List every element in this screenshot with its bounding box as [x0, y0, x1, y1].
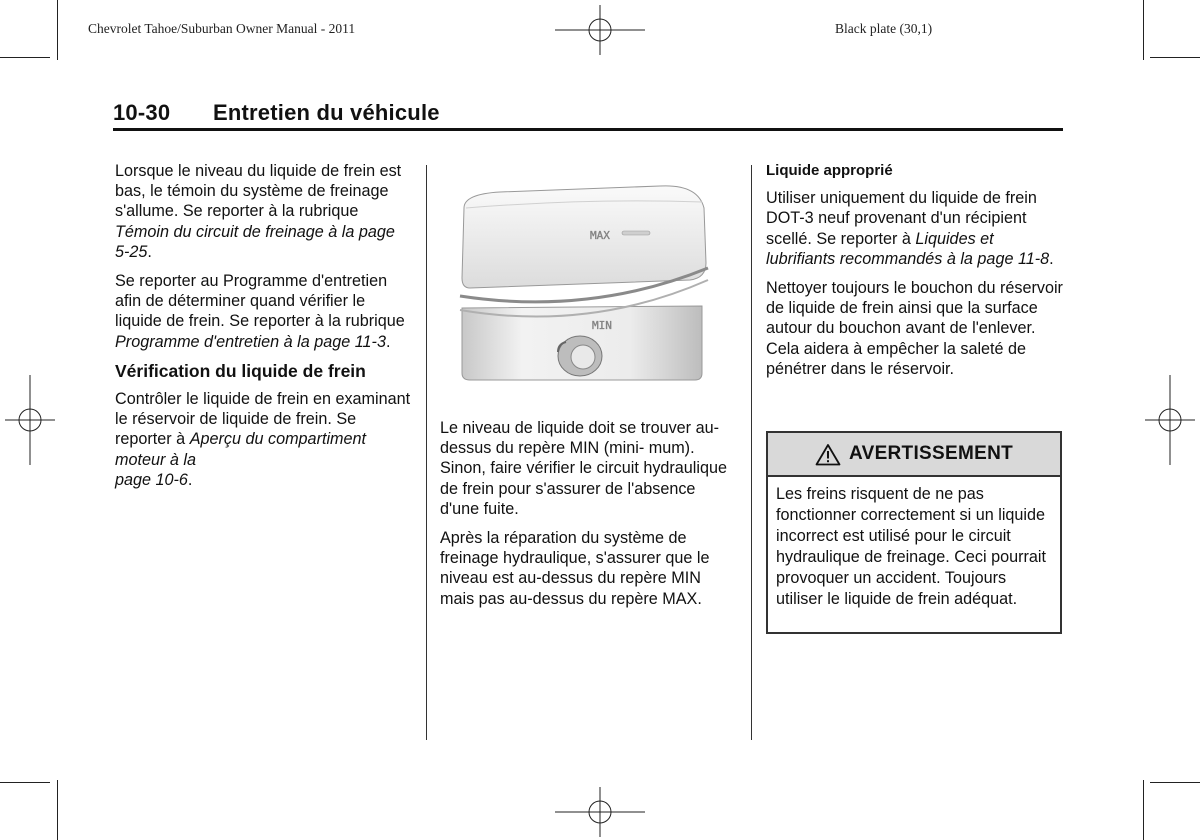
crop-mark — [1143, 0, 1144, 60]
warning-text: Les freins risquent de ne pas fonctionner correctement si un liquide incorrect est utilisé pour le circuit hydraulique de freinage. Ceci pourrait provoquer un accident. Toujours utiliser le liquide de frein adéquat. — [776, 485, 1046, 608]
min-marker-label: MIN — [592, 319, 612, 332]
registration-mark-bottom — [555, 787, 645, 837]
section-title: Entretien du véhicule — [213, 100, 440, 125]
crop-mark — [0, 782, 50, 783]
page-heading — [113, 100, 440, 126]
crop-mark — [0, 57, 50, 58]
column-2 — [440, 168, 735, 618]
column-1 — [115, 161, 413, 499]
paragraph: Lorsque le niveau du liquide de frein est bas, le témoin du système de freinage s'allume. Se reporter à la rubrique Témoin du circuit de freinage à la page 5-25. — [115, 162, 402, 261]
heading-rule — [113, 128, 1063, 131]
warning-triangle-icon — [815, 443, 841, 466]
crop-mark — [1143, 780, 1144, 840]
column-divider — [751, 165, 752, 740]
cross-reference-link[interactable]: Aperçu du compartiment moteur à la page 10-6 — [115, 430, 367, 489]
warning-box — [766, 431, 1062, 634]
crop-mark — [1150, 782, 1200, 783]
cross-reference-link[interactable]: Programme d'entretien à la page 11-3 — [115, 332, 386, 351]
column-divider — [426, 165, 427, 740]
paragraph: Le niveau de liquide doit se trouver au-dessus du repère MIN (mini- mum). Sinon, faire vérifier le circuit hydraulique de frein pour s'assurer de l'absence d'une fuite. — [440, 419, 728, 518]
brake-fluid-reservoir-illustration — [440, 168, 730, 393]
paragraph: Utiliser uniquement du liquide de frein DOT-3 neuf provenant d'un récipient scellé. Se reporter à Liquides et lubrifiants recommandés à la page 11-8. — [766, 189, 1054, 268]
page-number: 10-30 — [113, 100, 171, 125]
paragraph: Après la réparation du système de freinage hydraulique, s'assurer que le niveau est au-dessus du repère MIN mais pas au-dessus du repère MAX. — [440, 529, 710, 608]
column-3 — [766, 161, 1064, 388]
paragraph: Se reporter au Programme d'entretien afin de déterminer quand vérifier le liquide de frein. Se reporter à la rubrique Programme d'entretien à la page 11-3. — [115, 272, 405, 351]
registration-mark-left — [5, 375, 55, 465]
paragraph: Contrôler le liquide de frein en examinant le réservoir de liquide de frein. Se reporter à Aperçu du compartiment moteur à la page 10-6. — [115, 390, 411, 489]
paragraph: Nettoyer toujours le bouchon du réservoir de liquide de frein ainsi que la surface autour du bouchon avant de l'enlever. Cela aidera à empêcher la saleté de pénétrer dans le réservoir. — [766, 279, 1063, 378]
section-heading: Vérification du liquide de frein — [115, 360, 366, 381]
cross-reference-link[interactable]: Témoin du circuit de freinage à la page 5-25 — [115, 222, 395, 261]
crop-mark — [57, 0, 58, 60]
cross-reference-link[interactable]: Liquides et lubrifiants recommandés à la page 11-8 — [766, 229, 1050, 268]
warning-header — [768, 433, 1060, 477]
crop-mark — [1150, 57, 1200, 58]
running-header-right: Black plate (30,1) — [835, 21, 933, 36]
registration-mark-right — [1145, 375, 1195, 465]
max-marker-label: MAX — [590, 229, 610, 242]
warning-title: AVERTISSEMENT — [848, 443, 1013, 464]
crop-mark — [57, 780, 58, 840]
subheading: Liquide approprié — [766, 162, 893, 179]
registration-mark-top — [555, 5, 645, 55]
running-header-left: Chevrolet Tahoe/Suburban Owner Manual - 2011 — [88, 21, 356, 36]
